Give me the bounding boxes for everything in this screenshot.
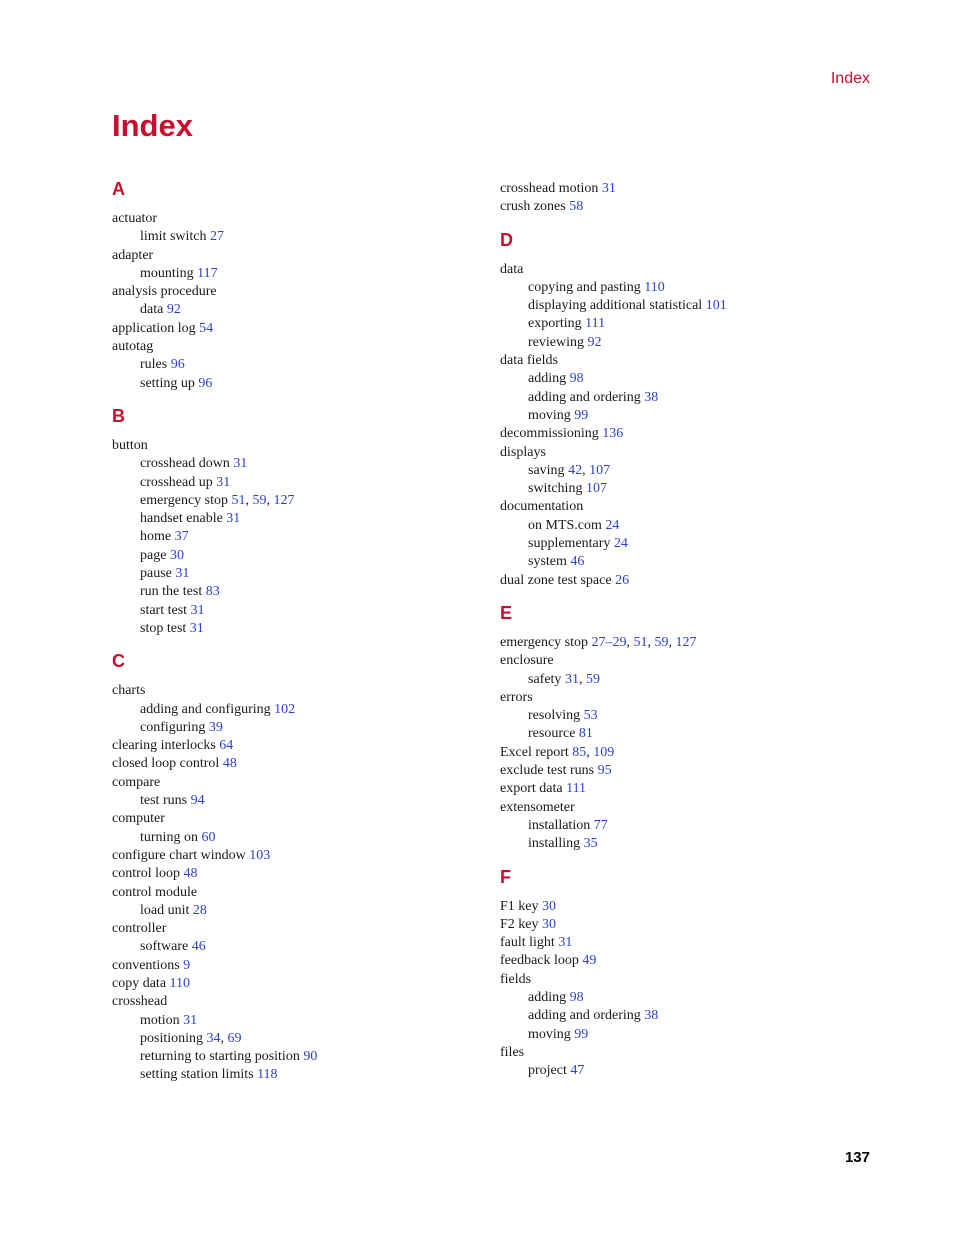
entry-term: crosshead down: [140, 456, 230, 472]
index-subentry: [112, 583, 492, 601]
page-link[interactable]: 42: [568, 462, 583, 478]
entry-term: resource: [528, 726, 576, 742]
entry-term: controller: [112, 921, 167, 937]
page-link[interactable]: 31: [226, 511, 241, 527]
page-link[interactable]: 102: [274, 701, 296, 717]
page-link[interactable]: 31: [564, 671, 579, 687]
entry-term: installing: [528, 836, 581, 852]
page-link[interactable]: 53: [583, 708, 598, 724]
index-subentry: [500, 553, 880, 571]
index-subentry: [500, 989, 880, 1007]
index-subentry: [500, 1007, 880, 1025]
entry-term: motion: [140, 1012, 180, 1028]
page-link[interactable]: 31: [189, 620, 204, 636]
entry-term: adding and ordering: [528, 389, 641, 405]
page-link[interactable]: 46: [191, 939, 206, 955]
entry-term: data: [500, 261, 524, 277]
index-entry: [500, 444, 880, 462]
index-subentry: [500, 389, 880, 407]
index-section: [500, 602, 880, 854]
entry-term: test runs: [140, 793, 188, 809]
entry-term: copy data: [112, 975, 167, 991]
index-subentry: [112, 938, 492, 956]
index-subentry: [112, 602, 492, 620]
page-link[interactable]: 110: [169, 975, 191, 991]
page-link[interactable]: 30: [542, 898, 556, 914]
index-subentry: [500, 1062, 880, 1080]
page-link[interactable]: 48: [183, 866, 198, 882]
index-column-left: [112, 178, 492, 1097]
index-subentry: [500, 480, 880, 498]
page-link[interactable]: 28: [192, 902, 207, 918]
entry-term: actuator: [112, 211, 158, 226]
entry-term: supplementary: [528, 536, 611, 552]
index-subentry: [500, 297, 880, 315]
index-section: [500, 866, 880, 1081]
index-subentry: [500, 334, 880, 352]
page-link[interactable]: 49: [582, 953, 597, 969]
index-entry: Excel report 85, 109: [500, 744, 615, 760]
entry-term: positioning: [140, 1030, 204, 1046]
entry-term: displaying additional statistical: [528, 298, 703, 314]
index-entry: [500, 572, 880, 590]
page-link[interactable]: 94: [190, 793, 205, 809]
page-link[interactable]: 54: [199, 320, 214, 336]
index-section: [112, 650, 492, 1085]
index-entry: [112, 755, 492, 773]
index-entry: [500, 762, 880, 780]
entry-term: feedback loop: [500, 953, 579, 969]
entry-term: closed loop control: [112, 756, 220, 772]
entry-term: turning on: [140, 829, 198, 845]
index-subentry: [500, 517, 880, 535]
entry-term: data fields: [500, 353, 558, 369]
index-subentry: [500, 407, 880, 425]
page-link[interactable]: 107: [589, 462, 611, 478]
entry-term: returning to starting position: [140, 1049, 300, 1065]
entry-term: F2 key: [500, 916, 539, 932]
entry-term: reviewing: [528, 334, 584, 350]
index-subentry: [500, 725, 880, 743]
index-entry: [112, 737, 492, 755]
index-entry: [112, 865, 492, 883]
index-entry: [500, 180, 880, 198]
index-entry: [500, 898, 880, 916]
page-link[interactable]: 127: [273, 492, 295, 508]
entry-term: safety: [528, 671, 562, 687]
page-link[interactable]: 92: [166, 302, 181, 318]
page-link[interactable]: 31: [233, 456, 248, 472]
page-link[interactable]: 127: [675, 634, 697, 650]
index-entry: [500, 261, 880, 279]
page-link[interactable]: 46: [570, 554, 585, 570]
page-link[interactable]: 26: [615, 572, 630, 588]
entry-term: mounting: [140, 265, 194, 281]
index-entry: [112, 957, 492, 975]
page-link[interactable]: 101: [705, 298, 727, 314]
index-section: [500, 180, 880, 217]
page-link[interactable]: 31: [216, 474, 231, 490]
entry-term: decommissioning: [500, 426, 599, 442]
page-link[interactable]: 95: [597, 763, 612, 779]
index-subentry: [112, 565, 492, 583]
entry-term: displays: [500, 444, 546, 460]
index-subentry: [112, 375, 492, 393]
index-subentry: [112, 719, 492, 737]
page-number: 137: [844, 1149, 870, 1166]
page-link[interactable]: 34: [206, 1030, 221, 1046]
page-link[interactable]: 98: [569, 371, 584, 387]
page-link[interactable]: 27–29: [591, 634, 627, 650]
index-entry: [500, 352, 880, 370]
entry-term: documentation: [500, 499, 584, 515]
page-link[interactable]: 96: [170, 357, 185, 373]
page-link[interactable]: 37: [174, 529, 189, 545]
page-link[interactable]: 90: [303, 1049, 318, 1065]
index-subentry: [112, 1048, 492, 1066]
entry-term: start test: [140, 602, 188, 618]
index-subentry: [500, 315, 880, 333]
entry-term: crosshead up: [140, 474, 213, 490]
entry-term: exporting: [528, 316, 582, 332]
index-subentry: [500, 707, 880, 725]
page-link[interactable]: 103: [249, 847, 271, 863]
index-subentry: [112, 1066, 492, 1084]
page-link[interactable]: 30: [542, 916, 556, 932]
entry-term: enclosure: [500, 653, 554, 669]
entry-term: pause: [140, 566, 172, 582]
entry-term: moving: [528, 1026, 571, 1042]
index-subentry: [112, 455, 492, 473]
entry-term: on MTS.com: [528, 517, 602, 533]
entry-term: autotag: [112, 339, 154, 355]
index-entry: [500, 780, 880, 798]
entry-term: Excel report: [500, 744, 569, 760]
index-column-right: [500, 180, 880, 1092]
page-link[interactable]: 30: [169, 547, 184, 563]
section-letter: A: [112, 179, 125, 199]
index-entry: [112, 920, 492, 938]
entry-term: application log: [112, 320, 196, 336]
entry-term: clearing interlocks: [112, 738, 216, 754]
entry-term: emergency stop: [140, 492, 228, 508]
index-subentry: [112, 620, 492, 638]
entry-term: errors: [500, 689, 533, 705]
page-link[interactable]: 59: [585, 671, 600, 687]
index-subentry: [112, 301, 492, 319]
index-entry: [112, 774, 492, 792]
entry-term: conventions: [112, 957, 180, 973]
index-entry: [500, 425, 880, 443]
index-subentry: [112, 701, 492, 719]
entry-term: project: [528, 1063, 567, 1079]
entry-term: adding and ordering: [528, 1008, 641, 1024]
page-link[interactable]: 111: [566, 781, 587, 797]
entry-term: setting up: [140, 375, 195, 391]
page-link[interactable]: 35: [583, 836, 598, 852]
page-link[interactable]: 39: [208, 719, 223, 735]
index-subentry: [112, 792, 492, 810]
entry-term: adding: [528, 989, 567, 1005]
entry-term: button: [112, 437, 148, 453]
entry-term: adapter: [112, 247, 154, 263]
index-subentry: saving 42, 107: [528, 462, 611, 478]
index-subentry: safety 31, 59: [528, 671, 600, 687]
page-link[interactable]: 118: [257, 1067, 278, 1083]
index-subentry: [112, 547, 492, 565]
entry-term: limit switch: [140, 229, 207, 245]
page-link[interactable]: 27: [210, 229, 224, 245]
entry-term: dual zone test space: [500, 572, 612, 588]
index-subentry: [500, 1026, 880, 1044]
page-link[interactable]: 69: [227, 1030, 242, 1046]
index-subentry: [112, 228, 492, 246]
index-subentry: [500, 279, 880, 297]
page-link[interactable]: 136: [602, 426, 624, 442]
page-link[interactable]: 98: [569, 989, 584, 1005]
entry-term: data: [140, 302, 164, 318]
index-entry: [112, 338, 492, 356]
section-letter: B: [112, 405, 125, 426]
entry-term: adding: [528, 371, 567, 387]
index-entry: [500, 1044, 880, 1062]
entry-term: crosshead: [112, 994, 168, 1010]
entry-term: control module: [112, 884, 198, 900]
index-subentry: positioning 34, 69: [140, 1030, 242, 1046]
entry-term: charts: [112, 683, 146, 699]
entry-term: compare: [112, 774, 161, 790]
index-subentry: [112, 265, 492, 283]
page-link[interactable]: 31: [558, 935, 573, 951]
page-link[interactable]: 85: [572, 744, 587, 760]
entry-term: setting station limits: [140, 1067, 254, 1083]
page-link[interactable]: 83: [205, 584, 220, 600]
page-link[interactable]: 38: [644, 389, 659, 405]
page-link[interactable]: 64: [219, 738, 234, 754]
entry-term: control loop: [112, 866, 181, 882]
page-link[interactable]: 48: [222, 756, 237, 772]
index-entry: [112, 210, 492, 228]
index-entry: emergency stop 27–29, 51, 59, 127: [500, 634, 697, 650]
page-link[interactable]: 51: [633, 634, 648, 650]
index-subentry: [112, 474, 492, 492]
page-link[interactable]: 111: [585, 316, 606, 332]
page-link[interactable]: 96: [198, 375, 213, 391]
page-link[interactable]: 92: [587, 334, 602, 350]
page-link[interactable]: 107: [585, 481, 607, 497]
entry-term: F1 key: [500, 898, 539, 914]
index-section: [112, 178, 492, 393]
page-link[interactable]: 99: [574, 1026, 589, 1042]
entry-term: installation: [528, 817, 591, 833]
entry-term: stop test: [140, 620, 187, 636]
entry-term: configuring: [140, 719, 206, 735]
index-subentry: [112, 356, 492, 374]
page-link[interactable]: 9: [183, 957, 191, 973]
page-link[interactable]: 24: [605, 517, 620, 533]
entry-term: emergency stop: [500, 634, 588, 650]
index-entry: [112, 247, 492, 265]
entry-term: page: [140, 547, 167, 563]
index-entry: [112, 884, 492, 902]
index-entry: [112, 847, 492, 865]
page-link[interactable]: 31: [183, 1012, 198, 1028]
index-entry: [112, 320, 492, 338]
entry-term: exclude test runs: [500, 763, 595, 779]
entry-term: fields: [500, 971, 532, 987]
index-entry: [500, 952, 880, 970]
entry-term: adding and configuring: [140, 701, 271, 717]
index-subentry: [500, 817, 880, 835]
entry-term: fault light: [500, 935, 555, 951]
index-entry: [500, 652, 880, 670]
page-title: Index: [112, 108, 193, 143]
index-section: [500, 229, 880, 590]
index-subentry: [112, 510, 492, 528]
section-letter: C: [112, 651, 125, 672]
index-subentry: [112, 528, 492, 546]
page-link[interactable]: 60: [201, 829, 216, 845]
index-entry: [500, 198, 880, 216]
index-subentry: emergency stop 51, 59, 127: [140, 492, 295, 508]
index-entry: [500, 934, 880, 952]
entry-term: analysis procedure: [112, 284, 217, 300]
entry-term: moving: [528, 407, 571, 423]
index-entry: [500, 916, 880, 934]
index-subentry: [112, 829, 492, 847]
index-entry: [500, 498, 880, 516]
page-link[interactable]: 31: [190, 602, 205, 618]
page-link[interactable]: 58: [569, 199, 584, 215]
index-entry: [112, 975, 492, 993]
entry-term: saving: [528, 462, 565, 478]
entry-term: handset enable: [140, 511, 223, 527]
index-entry: [112, 993, 492, 1011]
entry-term: switching: [528, 481, 583, 497]
page-link[interactable]: 110: [644, 279, 665, 295]
page-link[interactable]: 117: [197, 265, 218, 281]
page-link[interactable]: 59: [252, 492, 267, 508]
index-entry: [500, 971, 880, 989]
page-link[interactable]: 47: [570, 1063, 585, 1079]
page-link[interactable]: 31: [175, 566, 190, 582]
page-link[interactable]: 51: [231, 492, 246, 508]
index-subentry: [112, 1012, 492, 1030]
entry-term: configure chart window: [112, 847, 246, 863]
page-link[interactable]: 59: [654, 634, 669, 650]
section-letter: E: [500, 602, 513, 623]
index-entry: [500, 799, 880, 817]
entry-term: computer: [112, 811, 165, 827]
page-link[interactable]: 31: [601, 181, 616, 196]
page-link[interactable]: 81: [578, 726, 593, 742]
index-subentry: [112, 902, 492, 920]
page-link[interactable]: 77: [593, 817, 608, 833]
page-link[interactable]: 99: [574, 407, 589, 423]
page-link[interactable]: 38: [644, 1008, 659, 1024]
index-entry: [112, 682, 492, 700]
section-letter: D: [500, 229, 513, 250]
section-letter: F: [500, 866, 511, 887]
entry-term: copying and pasting: [528, 279, 641, 295]
entry-term: load unit: [140, 902, 190, 918]
entry-term: resolving: [528, 708, 581, 724]
running-head: Index: [830, 70, 870, 87]
page-link[interactable]: 24: [613, 536, 628, 552]
index-section: [112, 405, 492, 638]
index-entry: [500, 689, 880, 707]
entry-term: system: [528, 554, 567, 570]
entry-term: crush zones: [500, 199, 566, 215]
entry-term: crosshead motion: [500, 181, 599, 196]
page-link[interactable]: 109: [593, 744, 615, 760]
entry-term: export data: [500, 781, 563, 797]
entry-term: extensometer: [500, 799, 575, 815]
index-subentry: [500, 535, 880, 553]
index-subentry: [500, 835, 880, 853]
index-subentry: [500, 370, 880, 388]
index-entry: [112, 810, 492, 828]
index-entry: [112, 437, 492, 455]
entry-term: software: [140, 939, 189, 955]
entry-term: home: [140, 529, 172, 545]
entry-term: run the test: [140, 584, 203, 600]
entry-term: rules: [140, 357, 168, 373]
entry-term: files: [500, 1044, 525, 1060]
index-entry: [112, 283, 492, 301]
